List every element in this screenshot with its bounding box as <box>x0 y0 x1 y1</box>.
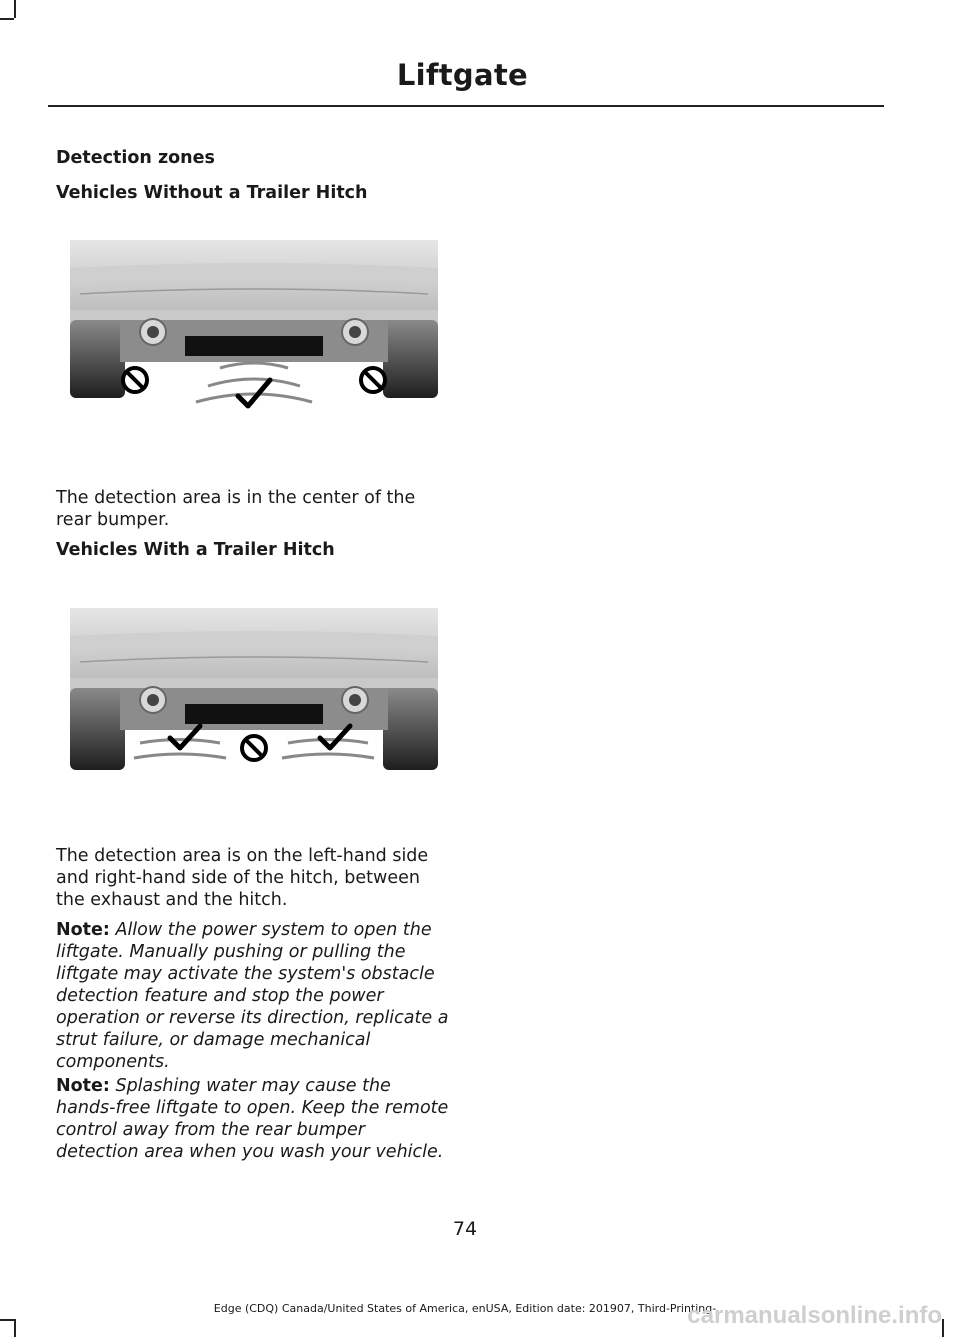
subheading-without-hitch: Vehicles Without a Trailer Hitch <box>56 183 368 203</box>
paragraph-side-detection: The detection area is on the left-hand side and right-hand side of the hitch, between the exhaust and the hitch. <box>56 846 429 910</box>
crop-mark <box>14 0 16 18</box>
crop-mark <box>0 18 14 20</box>
section-heading: Detection zones <box>56 148 215 168</box>
watermark: carmanualsonline.info <box>687 1302 942 1329</box>
note-text: Allow the power system to open the liftgate. Manually pushing or pulling the liftgate may activate the system's obstacle detection feature and stop the power operation or reverse its direction, replicate a strut failure, or damage mechanical components. <box>56 920 449 1072</box>
crop-mark <box>942 1319 944 1337</box>
no-entry-icon <box>361 368 385 392</box>
bumper-illustration <box>70 608 438 778</box>
header-rule <box>48 105 884 107</box>
no-entry-icon <box>123 368 147 392</box>
page-number: 74 <box>452 1218 478 1240</box>
bumper-illustration <box>70 240 438 410</box>
figure-with-hitch <box>70 608 438 778</box>
figure-without-hitch <box>70 240 438 410</box>
page-title: Liftgate <box>396 58 528 92</box>
note-label: Note: <box>56 1076 110 1096</box>
crop-mark <box>0 1319 14 1321</box>
paragraph-center-detection: The detection area is in the center of the rear bumper. <box>56 488 416 530</box>
note-label: Note: <box>56 920 110 940</box>
no-entry-icon <box>242 736 266 760</box>
crop-mark <box>14 1319 16 1337</box>
footer-edition: Edge (CDQ) Canada/United States of America, enUSA, Edition date: 201907, Third-Printing- <box>213 1302 717 1315</box>
note-power-system <box>56 919 452 1073</box>
subheading-with-hitch: Vehicles With a Trailer Hitch <box>56 540 335 560</box>
note-text: Splashing water may cause the hands-free liftgate to open. Keep the remote control away from the rear bumper detection area when you wash your vehicle. <box>56 1076 449 1162</box>
note-splashing-water <box>56 1075 452 1163</box>
